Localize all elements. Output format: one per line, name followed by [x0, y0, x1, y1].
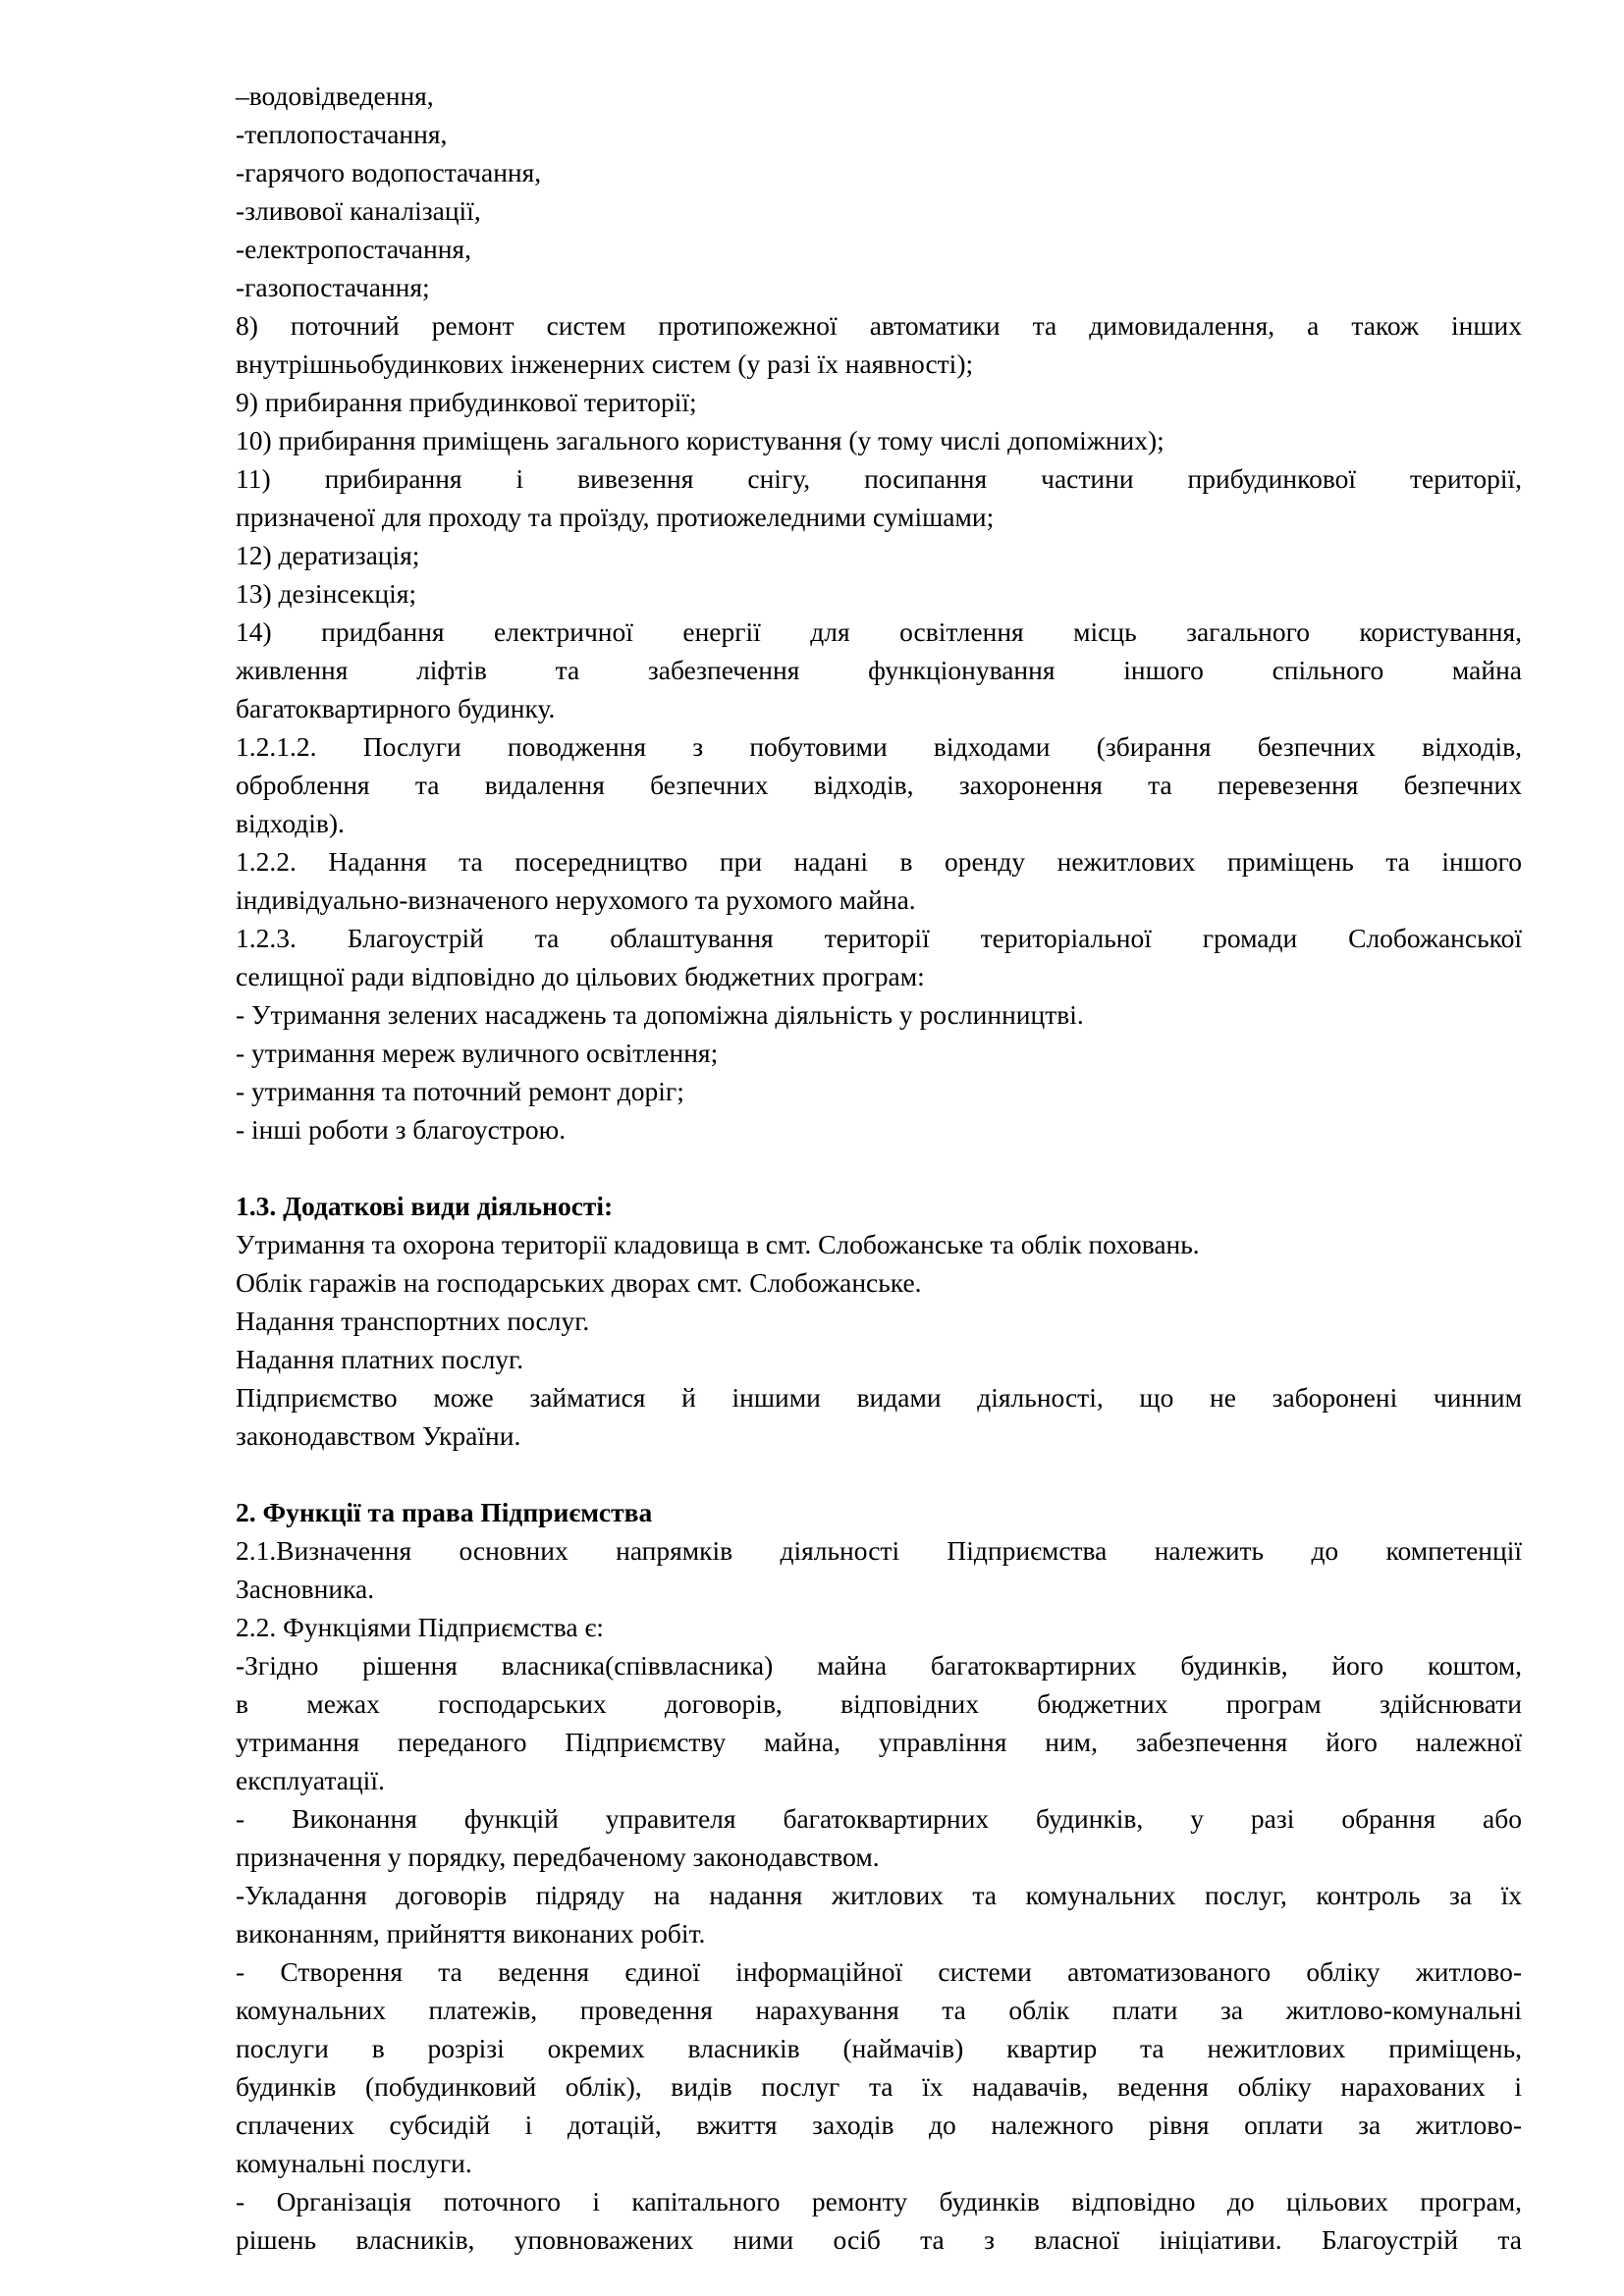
text-line: 14) придбання електричної енергії для освітлення місць загального користування,: [236, 616, 1522, 647]
text-line: будинків (побудинковий облік), видів послуг та їх надавачів, ведення обліку нарахованих і: [236, 2071, 1522, 2102]
text-line: рішень власників, уповноважених ними осіб та з власної ініціативи. Благоустрій та: [236, 2224, 1522, 2255]
text-line: - утримання мереж вуличного освітлення;: [236, 1038, 719, 1068]
text-line: Утримання та охорона території кладовища в смт. Слобожанське та облік поховань.: [236, 1229, 1200, 1259]
text-line: 1.2.3. Благоустрій та облаштування території територіальної громади Слобожанської: [236, 923, 1522, 953]
text-line: в межах господарських договорів, відповідних бюджетних програм здійснювати: [236, 1688, 1522, 1719]
text-line: 2.1.Визначення основних напрямків діяльності Підприємства належить до компетенції: [236, 1535, 1522, 1566]
text-line: призначеної для проходу та проїзду, протиожеледними сумішами;: [236, 502, 995, 532]
text-line: утримання переданого Підприємству майна, управління ним, забезпечення його належної: [236, 1727, 1522, 1757]
section-gap: [236, 1148, 1522, 1187]
section-2-heading: 2. Функції та права Підприємства: [236, 1497, 653, 1527]
text-line: відходів).: [236, 808, 345, 838]
text-line: 8) поточний ремонт систем протипожежної автоматики та димовидалення, а також інших: [236, 310, 1522, 341]
text-line: 13) дезінсекція;: [236, 578, 417, 609]
text-line: 9) прибирання прибудинкової території;: [236, 387, 697, 417]
text-line: -гарячого водопостачання,: [236, 157, 542, 187]
text-line: -газопостачання;: [236, 272, 430, 302]
text-line: –водовідведення,: [236, 80, 434, 111]
text-line: Підприємство може займатися й іншими видами діяльності, що не заборонені чинним: [236, 1382, 1522, 1413]
text-line: законодавством України.: [236, 1420, 521, 1451]
text-line: -зливової каналізації,: [236, 195, 481, 226]
services-list-continuation: [236, 77, 1522, 1148]
text-line: -Укладання договорів підряду на надання житлових та комунальних послуг, контроль за їх: [236, 1880, 1522, 1910]
text-line: 10) прибирання приміщень загального користування (у тому числі допоміжних);: [236, 425, 1164, 455]
text-line: експлуатації.: [236, 1765, 385, 1795]
text-line: 12) дератизація;: [236, 540, 420, 570]
text-line: комунальних платежів, проведення нарахування та облік плати за житлово-комунальні: [236, 1995, 1522, 2025]
text-line: -теплопостачання,: [236, 119, 448, 149]
text-line: живлення ліфтів та забезпечення функціонування іншого спільного майна: [236, 655, 1522, 685]
text-line: призначення у порядку, передбаченому законодавством.: [236, 1842, 880, 1872]
text-line: Засновника.: [236, 1574, 375, 1604]
text-line: сплачених субсидій і дотацій, вжиття заходів до належного рівня оплати за житлово-: [236, 2109, 1522, 2140]
text-line: -електропостачання,: [236, 234, 471, 264]
text-line: Облік гаражів на господарських дворах смт. Слобожанське.: [236, 1267, 922, 1298]
text-line: 11) прибирання і вивезення снігу, посипання частини прибудинкової території,: [236, 463, 1522, 494]
text-line: індивідуально-визначеного нерухомого та рухомого майна.: [236, 884, 916, 915]
text-line: - Утримання зелених насаджень та допоміжна діяльність у рослинництві.: [236, 999, 1084, 1030]
text-line: - Організація поточного і капітального ремонту будинків відповідно до цільових програм,: [236, 2186, 1522, 2216]
text-line: багатоквартирного будинку.: [236, 693, 556, 723]
section-gap: [236, 1455, 1522, 1493]
document-page: [236, 77, 1522, 2259]
text-line: селищної ради відповідно до цільових бюджетних програм:: [236, 961, 925, 991]
text-line: комунальні послуги.: [236, 2148, 472, 2178]
text-line: 1.2.2. Надання та посередництво при надані в оренду нежитлових приміщень та іншого: [236, 846, 1522, 877]
text-line: - інші роботи з благоустрою.: [236, 1114, 567, 1145]
text-line: послуги в розрізі окремих власників (наймачів) квартир та нежитлових приміщень,: [236, 2033, 1522, 2063]
text-line: Надання транспортних послуг.: [236, 1306, 590, 1336]
text-line: 2.2. Функціями Підприємства є:: [236, 1612, 604, 1642]
text-line: - Створення та ведення єдиної інформаційної системи автоматизованого обліку житлово-: [236, 1956, 1522, 1987]
section-2-body: [236, 1531, 1522, 2259]
text-line: -Згідно рішення власника(співвласника) майна багатоквартирних будинків, його коштом,: [236, 1650, 1522, 1681]
text-line: 1.2.1.2. Послуги поводження з побутовими відходами (збирання безпечних відходів,: [236, 731, 1522, 762]
section-1-3-heading: 1.3. Додаткові види діяльності:: [236, 1191, 614, 1221]
text-line: внутрішньобудинкових інженерних систем (у разі їх наявності);: [236, 348, 974, 379]
text-line: - Виконання функцій управителя багатоквартирних будинків, у разі обрання або: [236, 1803, 1522, 1834]
section-1-3-body: [236, 1225, 1522, 1455]
text-line: оброблення та видалення безпечних відходів, захоронення та перевезення безпечних: [236, 770, 1522, 800]
text-line: Надання платних послуг.: [236, 1344, 524, 1374]
text-line: виконанням, прийняття виконаних робіт.: [236, 1918, 706, 1949]
text-line: - утримання та поточний ремонт доріг;: [236, 1076, 684, 1106]
